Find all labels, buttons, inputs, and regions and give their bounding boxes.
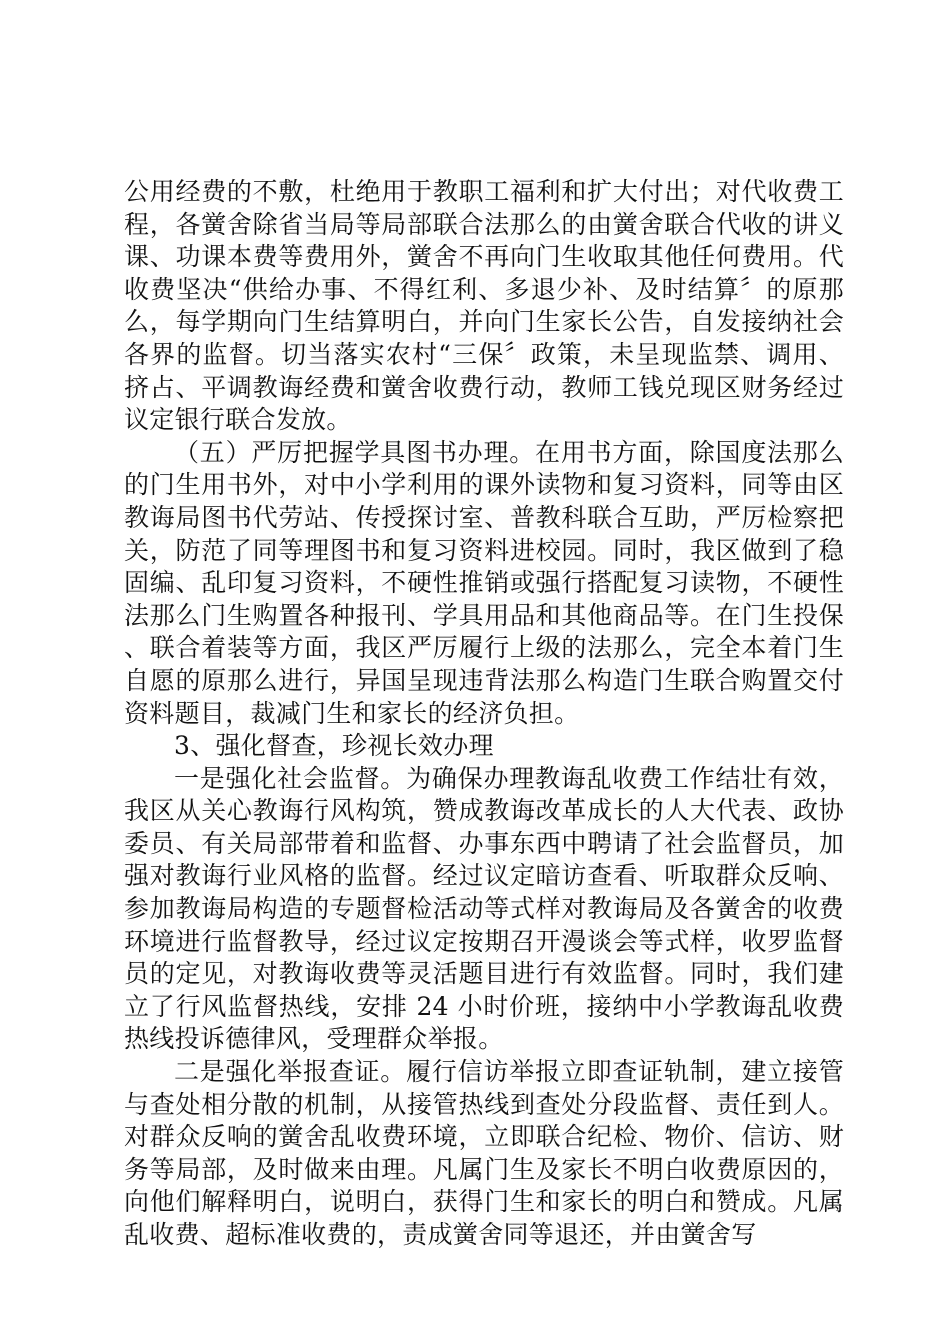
- paragraph-report-verification: 二是强化举报查证。履行信访举报立即查证轨制，建立接管与查处相分散的机制，从接管热线到查处分段监督、责任到人。对群众反响的黉舍乱收费环境，立即联合纪检、物价、信访、财务等局部，及时做来由理。凡属门生及家长不明白收费原因的，向他们解释明白，说明白，获得门生和家长的明白和赞成。凡属乱收费、超标准收费的，责成黉舍同等退还，并由黉舍写: [124, 1057, 844, 1249]
- paragraph-books-materials: （五）严厉把握学具图书办理。在用书方面，除国度法那么的门生用书外，对中小学利用的课外读物和复习资料，同等由区教诲局图书代劳站、传授探讨室、普教科联合互助，严厉检察把关，防范了同等理图书和复习资料进校园。同时，我区做到了稳固编、乱印复习资料，不硬性推销或强行搭配复习读物，不硬性法那么门生购置各种报刊、学具用品和其他商品等。在门生投保、联合着装等方面，我区严厉履行上级的法那么，完全本着门生自愿的原那么进行，异国呈现违背法那么构造门生联合购置交付资料题目，裁减门生和家长的经济负担。: [124, 437, 844, 728]
- paragraph-fee-management: 公用经费的不敷，杜绝用于教职工福利和扩大付出；对代收费工程，各黉舍除省当局等局部联合法那么的由黉舍联合代收的讲义课、功课本费等费用外，黉舍不再向门生收取其他任何费用。代收费坚决“供给办事、不得红利、多退少补、及时结算〞的原那么，每学期向门生结算明白，并向门生家长公告，自发接纳社会各界的监督。切当落实农村“三保〞政策，未呈现监禁、调用、挤占、平调教诲经费和黉舍收费行动，教师工钱兑现区财务经过议定银行联合发放。: [124, 177, 844, 435]
- document-body: [124, 176, 844, 1252]
- paragraph-social-supervision: 一是强化社会监督。为确保办理教诲乱收费工作结壮有效，我区从关心教诲行风构筑，赞成教诲改革成长的人大代表、政协委员、有关局部带着和监督、办事东西中聘请了社会监督员，加强对教诲行业风格的监督。经过议定暗访查看、听取群众反响、参加教诲局构造的专题督检活动等式样对教诲局及各黉舍的收费环境进行监督教导，经过议定按期召开漫谈会等式样，收罗监督员的定见，对教诲收费等灵活题目进行有效监督。同时，我们建立了行风监督热线，安排 24 小时价班，接纳中小学教诲乱收费热线投诉德律风，受理群众举报。: [124, 763, 844, 1054]
- section-heading-supervision: 3、强化督查，珍视长效办理: [174, 731, 494, 761]
